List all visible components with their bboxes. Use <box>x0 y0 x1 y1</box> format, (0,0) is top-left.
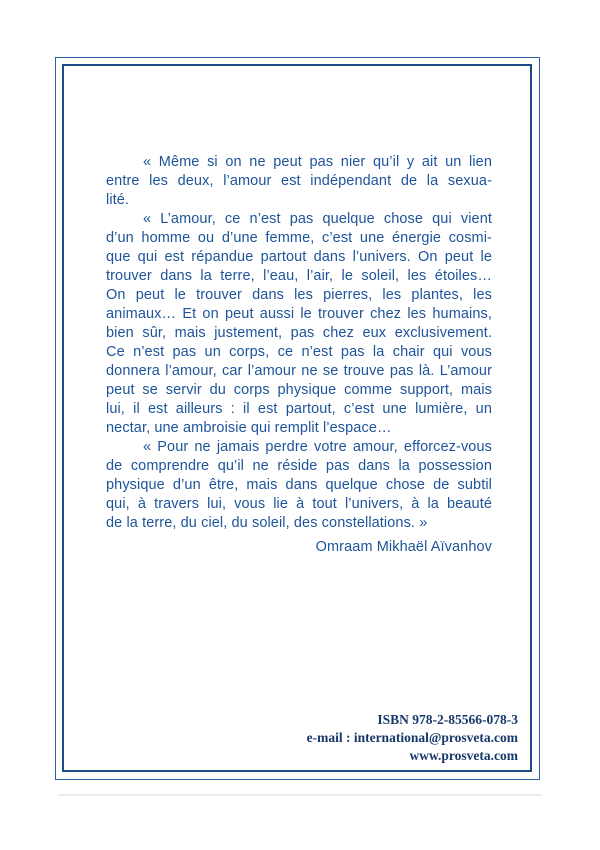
quote-line: animaux… Et on peut aussi le trouver chez les humains, <box>106 306 492 322</box>
quote-line: « L’amour, ce n’est pas quelque chose qui vient <box>143 211 492 227</box>
quote-line: lité. <box>106 192 130 208</box>
isbn-text: ISBN 978-2-85566-078-3 <box>377 712 518 727</box>
quote-line: d’un homme ou d’une femme, c’est une énergie cosmi- <box>106 230 492 246</box>
quote-line: Ce n’est pas un corps, ce n’est pas la chair qui vous <box>106 344 492 360</box>
quote-line: lui, il est ailleurs : il est partout, c’est une lumière, un <box>106 401 492 417</box>
quote-line: On peut le trouver dans les pierres, les plantes, les <box>106 287 492 303</box>
page-bottom-shadow <box>58 794 542 796</box>
quote-line: qui, à travers lui, vous lie à tout l’univers, à la beauté <box>106 496 492 512</box>
email-text: e-mail : international@prosveta.com <box>306 730 518 745</box>
quote-line: de comprendre qu’il ne réside pas dans la possession <box>106 458 492 474</box>
quote-line: bien sûr, mais justement, pas chez eux exclusivement. <box>106 325 492 341</box>
quote-line: de la terre, du ciel, du soleil, des constellations. » <box>106 515 428 531</box>
quote-line: nectar, une ambroisie qui remplit l’espace… <box>106 420 392 436</box>
quote-paragraph-3 <box>106 438 492 533</box>
quote-line: que qui est répandue partout dans l’univers. On peut le <box>106 249 492 265</box>
quote-block <box>106 153 492 557</box>
publisher-info <box>108 711 518 765</box>
website-text: www.prosveta.com <box>409 748 518 763</box>
quote-line: peut se servir du corps physique comme support, mais <box>106 382 492 398</box>
quote-line: « Pour ne jamais perdre votre amour, efforcez-vous <box>143 439 492 455</box>
quote-paragraph-2 <box>106 210 492 438</box>
quote-line: « Même si on ne peut pas nier qu’il y ait un lien <box>143 154 492 170</box>
quote-author: Omraam Mikhaël Aïvanhov <box>315 539 492 555</box>
quote-paragraph-1 <box>106 153 492 210</box>
quote-line: trouver dans la terre, l’eau, l’air, le soleil, les étoiles… <box>106 268 492 284</box>
quote-line: physique d’un être, mais dans quelque chose de subtil <box>106 477 492 493</box>
quote-line: donnera l’amour, car l’amour ne se trouve pas là. L’amour <box>106 363 492 379</box>
quote-line: entre les deux, l’amour est indépendant de la sexua- <box>106 173 492 189</box>
